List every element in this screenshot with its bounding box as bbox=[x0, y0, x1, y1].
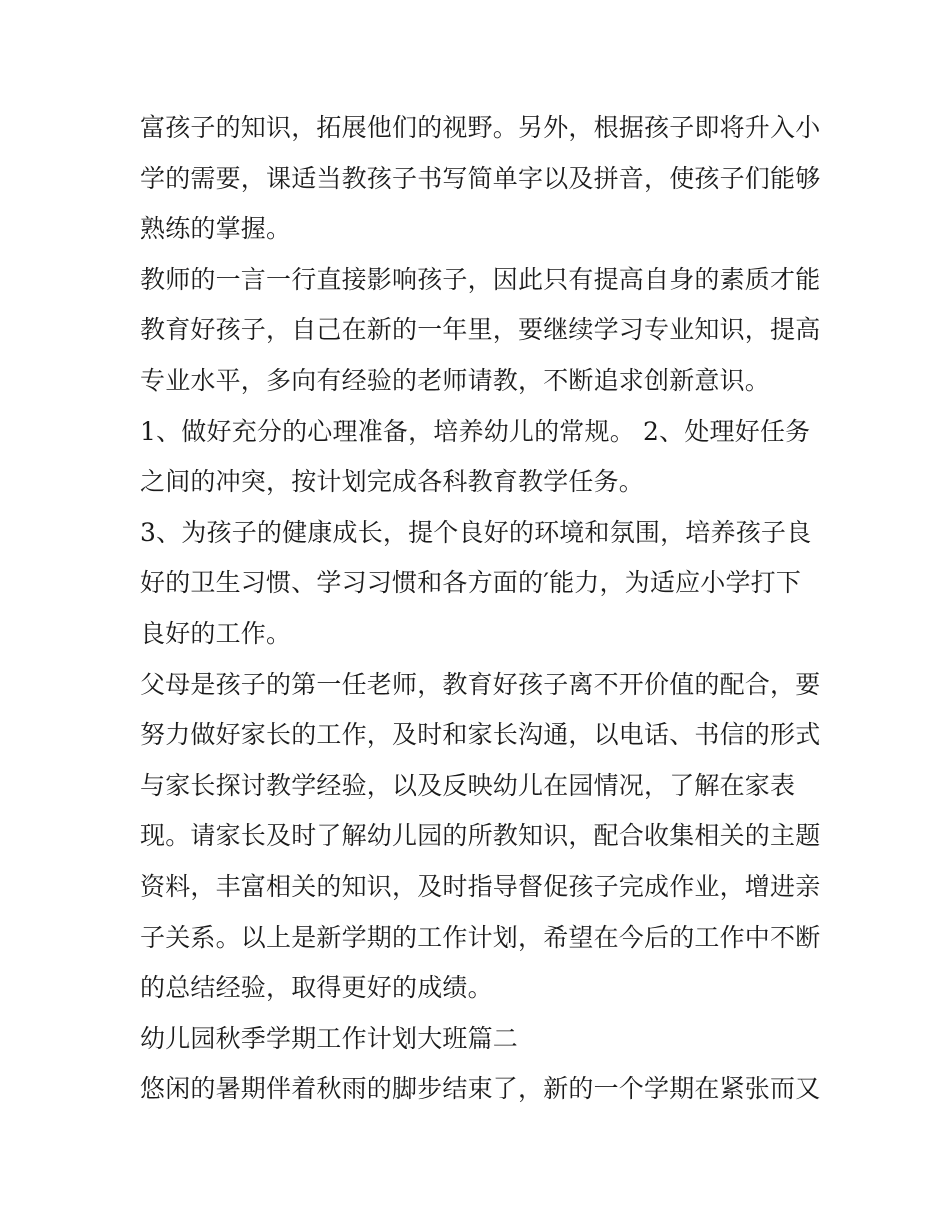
text-line: 专业水平，多向有经验的老师请教，不断追求创新意识。 bbox=[140, 365, 771, 395]
text-line: 努力做好家长的工作，及时和家长沟通，以电话、书信的形式 bbox=[140, 720, 821, 750]
text-line: 学的需要，课适当教孩子书写简单字以及拼音，使孩子们能够 bbox=[140, 163, 821, 193]
text-line: 好的卫生习惯、学习习惯和各方面的′能力，为适应小学打下 bbox=[140, 568, 802, 598]
text-line: 富孩子的知识，拓展他们的视野。另外，根据孩子即将升入小 bbox=[140, 113, 821, 142]
text-line: 良好的工作。 bbox=[140, 618, 292, 648]
text-line: 的总结经验，取得更好的成绩。 bbox=[140, 973, 493, 1003]
text-line: 之间的冲突，按计划完成各科教育教学任务。 bbox=[140, 467, 645, 497]
section-heading: 幼儿园秋季学期工作计划大班篇二 bbox=[140, 1023, 519, 1053]
text-line: 教师的一言一行直接影响孩子，因此只有提高自身的素质才能 bbox=[140, 264, 821, 294]
text-line: 教育好孩子，自己在新的一年里，要继续学习专业知识，提高 bbox=[140, 315, 821, 345]
text-line: 与家长探讨教学经验，以及反映幼儿在园情况，了解在家表 bbox=[140, 770, 796, 800]
text-line: 资料，丰富相关的知识，及时指导督促孩子完成作业，增进亲 bbox=[140, 871, 821, 901]
document-body bbox=[140, 103, 820, 1115]
text-line: 悠闲的暑期伴着秋雨的脚步结束了，新的一个学期在紧张而又 bbox=[140, 1074, 821, 1104]
text-line: 3、为孩子的健康成长，提个良好的环境和氛围，培养孩子良 bbox=[140, 517, 812, 547]
text-line: 1、做好充分的心理准备，培养幼儿的常规。 2、处理好任务 bbox=[140, 416, 811, 446]
text-line: 熟练的掌握。 bbox=[140, 214, 292, 244]
text-line: 子关系。以上是新学期的工作计划，希望在今后的工作中不断 bbox=[140, 922, 821, 952]
text-line: 现。请家长及时了解幼儿园的所教知识，配合收集相关的主题 bbox=[140, 821, 821, 851]
text-line: 父母是孩子的第一任老师，教育好孩子离不开价值的配合，要 bbox=[140, 669, 821, 699]
